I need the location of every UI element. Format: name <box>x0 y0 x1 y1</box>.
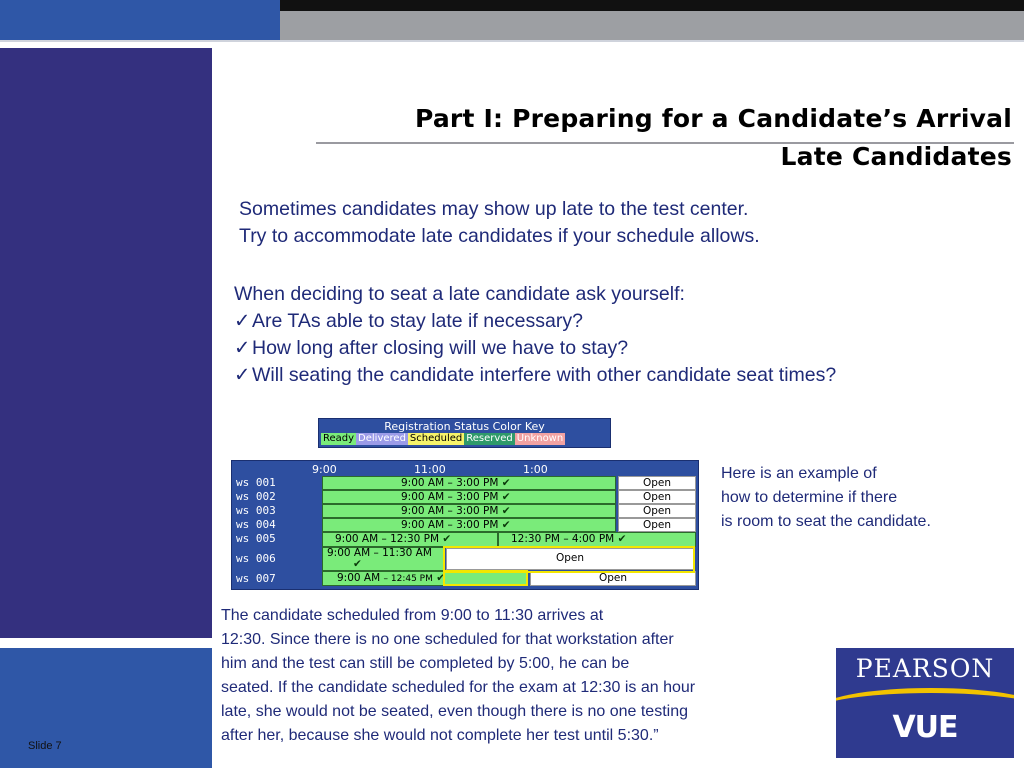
top-black-bar <box>280 0 1024 11</box>
question-item <box>234 335 628 362</box>
time-header: 9:00 <box>312 463 337 476</box>
workstation-label: ws 003 <box>234 504 322 517</box>
example-line-3: is room to seat the candidate. <box>721 513 931 530</box>
color-key <box>318 418 611 448</box>
booking-cell[interactable]: 9:00 AM – 3:00 PM ✔ <box>322 518 616 532</box>
booking-cell[interactable]: 9:00 AM – 3:00 PM ✔ <box>322 490 616 504</box>
workstation-label: ws 005 <box>234 532 322 546</box>
time-header: 11:00 <box>414 463 446 476</box>
pearson-vue-logo <box>836 648 1014 758</box>
check-icon: ✔ <box>436 572 446 584</box>
check-icon: ✔ <box>501 491 511 503</box>
example-line-2: how to determine if there <box>721 489 898 506</box>
check-icon: ✓ <box>234 364 251 386</box>
booking-cell[interactable]: 9:00 AM – 12:45 PM ✔ <box>322 571 528 586</box>
question-item <box>234 362 836 389</box>
workstation-label: ws 002 <box>234 490 322 503</box>
question-text: How long after closing will we have to stay? <box>252 337 629 359</box>
open-slot[interactable]: Open <box>618 490 696 504</box>
check-icon: ✔ <box>501 477 511 489</box>
schedule-grid <box>231 460 699 590</box>
check-icon: ✔ <box>617 533 627 545</box>
color-key-item: Reserved <box>466 433 513 444</box>
color-key-title: Registration Status Color Key <box>384 420 545 433</box>
explanation-line: after her, because she would not complete her test until 5:30.” <box>221 727 659 744</box>
workstation-label: ws 007 <box>234 572 322 586</box>
explanation-line: 12:30. Since there is no one scheduled for that workstation after <box>221 631 674 648</box>
slide-subtitle: Late Candidates <box>780 142 1012 171</box>
open-slot[interactable]: Open <box>618 476 696 490</box>
booking-cell[interactable]: 9:00 AM – 11:30 AM ✔ <box>322 547 444 571</box>
workstation-label: ws 004 <box>234 518 322 531</box>
table-row <box>234 476 696 490</box>
question-text: Are TAs able to stay late if necessary? <box>252 310 583 332</box>
table-row <box>234 490 696 504</box>
intro-line-2: Try to accommodate late candidates if your schedule allows. <box>239 225 760 247</box>
workstation-label: ws 001 <box>234 476 322 489</box>
highlight-late-booking <box>443 570 528 586</box>
booking-cell[interactable]: 12:30 PM – 4:00 PM ✔ <box>498 532 696 547</box>
color-key-items <box>321 433 565 445</box>
table-row <box>234 518 696 532</box>
time-header: 1:00 <box>523 463 548 476</box>
open-slot[interactable]: Open <box>446 548 694 570</box>
logo-product-text: VUE <box>892 710 958 745</box>
table-row <box>234 504 696 518</box>
check-icon: ✔ <box>353 558 362 570</box>
open-slot[interactable]: Open <box>618 518 696 532</box>
color-key-item: Delivered <box>358 433 406 444</box>
check-icon: ✔ <box>501 505 511 517</box>
check-icon: ✔ <box>501 519 511 531</box>
workstation-label: ws 006 <box>234 552 322 566</box>
booking-cell[interactable]: 9:00 AM – 12:30 PM ✔ <box>322 532 498 547</box>
top-divider <box>0 40 1024 42</box>
table-row <box>234 532 696 547</box>
open-slot[interactable]: Open <box>530 571 696 586</box>
open-slot[interactable]: Open <box>618 504 696 518</box>
check-icon: ✔ <box>442 533 452 545</box>
booking-cell[interactable]: 9:00 AM – 3:00 PM ✔ <box>322 476 616 490</box>
explanation-line: seated. If the candidate scheduled for the exam at 12:30 is an hour <box>221 679 696 696</box>
explanation-line: late, she would not be seated, even though there is no one testing <box>221 703 688 720</box>
logo-brand-text: PEARSON <box>855 654 995 683</box>
slide-title: Part I: Preparing for a Candidate’s Arrival <box>415 104 1012 133</box>
question-text: Will seating the candidate interfere with other candidate seat times? <box>252 364 837 386</box>
intro-line-1: Sometimes candidates may show up late to the test center. <box>239 198 749 220</box>
explanation-line: him and the test can still be completed by 5:00, he can be <box>221 655 630 672</box>
highlight-open-slot <box>443 546 695 573</box>
booking-cell[interactable]: 9:00 AM – 3:00 PM ✔ <box>322 504 616 518</box>
example-line-1: Here is an example of <box>721 465 877 482</box>
check-icon: ✓ <box>234 337 251 359</box>
color-key-item: Scheduled <box>409 433 463 444</box>
explanation-line: The candidate scheduled from 9:00 to 11:30 arrives at <box>221 607 604 624</box>
color-key-item: Unknown <box>516 433 564 444</box>
top-gray-bar <box>280 11 1024 40</box>
sidebar-panel <box>0 48 212 638</box>
question-item <box>234 308 583 335</box>
top-accent-bar <box>0 0 280 40</box>
ask-heading: When deciding to seat a late candidate ask yourself: <box>234 283 685 305</box>
color-key-item: Ready <box>323 433 355 444</box>
slide-number: Slide 7 <box>28 740 62 752</box>
check-icon: ✓ <box>234 310 251 332</box>
